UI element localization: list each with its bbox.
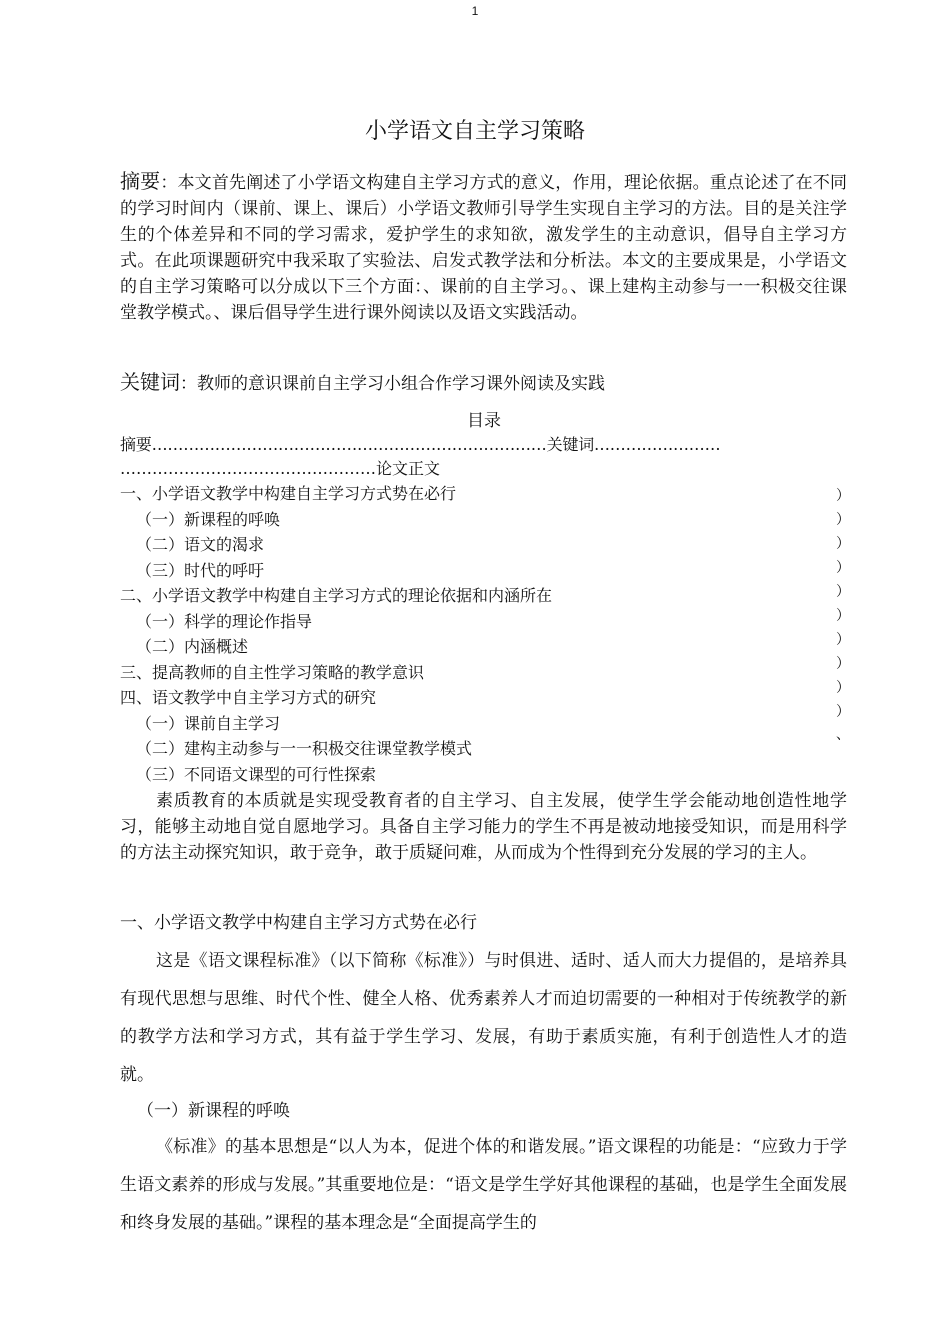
toc-line: 摘要…………………………………………………………………关键词……………………	[120, 435, 721, 454]
toc-page-mark: ）	[836, 704, 850, 720]
toc-item: 四、语文教学中自主学习方式的研究	[120, 688, 377, 707]
abstract	[120, 168, 847, 326]
toc-page-mark: ）	[836, 512, 850, 528]
toc-page-mark: ）	[836, 536, 850, 552]
subsection-heading: （一）新课程的呼唤	[137, 1101, 290, 1121]
toc-item: （二）语文的渴求	[136, 535, 265, 554]
toc-page-mark: ）	[836, 656, 850, 672]
toc-item: （二）内涵概述	[136, 637, 249, 656]
toc-line: …………………………………………论文正文	[120, 459, 441, 478]
toc-page-mark: ）	[836, 560, 850, 576]
body-paragraph: 《标准》的基本思想是“以人为本，促进个体的和谐发展。”语文课程的功能是：“应致力于学生语文素养的形成与发展。”其重要地位是：“语文是学生学好其他课程的基础，也是学生全面发展和终身发展的基础。”课程的基本理念是“全面提高学生的	[120, 1137, 847, 1233]
section-heading: 一、小学语文教学中构建自主学习方式势在必行	[120, 913, 477, 933]
toc-page-mark: ）	[836, 488, 850, 504]
toc-item: （一）课前自主学习	[136, 714, 281, 733]
keywords-text: ：教师的意识课前自主学习小组合作学习课外阅读及实践	[180, 374, 605, 394]
abstract-label: 摘要	[120, 169, 161, 193]
toc-title: 目录	[467, 411, 501, 431]
keywords	[120, 369, 847, 397]
toc-page-mark: ）	[836, 608, 850, 624]
abstract-text: ：本文首先阐述了小学语文构建自主学习方式的意义，作用，理论依据。重点论述了在不同的学习时间内（课前、课上、课后）小学语文教师引导学生实现自主学习的方法。目的是关注学生的个体差异和不同的学习需求，爱护学生的求知欲，激发学生的主动意识，倡导自主学习方式。在此项课题研究中我采取了实验法、启发式教学法和分析法。本文的主要成果是，小学语文的自主学习策略可以分成以下三个方面：、课前的自主学习。、课上建构主动参与一一积极交往课堂教学模式。、课后倡导学生进行课外阅读以及语文实践活动。	[120, 173, 848, 323]
toc-item: 三、提高教师的自主性学习策略的教学意识	[120, 663, 425, 682]
toc-item: （一）新课程的呼唤	[136, 510, 281, 529]
body-paragraph: 这是《语文课程标准》（以下简称《标准》）与时俱进、适时、适人而大力提倡的，是培养具有现代思想与思维、时代个性、健全人格、优秀素养人才而迫切需要的一种相对于传统教学的新的教学方法和学习方式，其有益于学生学习、发展，有助于素质实施，有利于创造性人才的造就。	[120, 951, 847, 1085]
toc-page-mark: 、	[836, 727, 850, 743]
toc-page-mark: ）	[836, 680, 850, 696]
body-paragraph: 素质教育的本质就是实现受教育者的自主学习、自主发展，使学生学会能动地创造性地学习，能够主动地自觉自愿地学习。具备自主学习能力的学生不再是被动地接受知识，而是用科学的方法主动探究知识，敢于竞争，敢于质疑问难，从而成为个性得到充分发展的学习的主人。	[120, 791, 847, 863]
toc-item: （三）时代的呼吁	[136, 561, 265, 580]
page-number: 1	[471, 4, 479, 18]
toc-page-mark: ）	[836, 632, 850, 648]
keywords-label: 关键词	[120, 370, 180, 394]
toc-item: 一、小学语文教学中构建自主学习方式势在必行	[120, 484, 457, 503]
toc-item: （一）科学的理论作指导	[136, 612, 313, 631]
toc-item: （二）建构主动参与一一积极交往课堂教学模式	[136, 739, 473, 758]
toc-item: （三）不同语文课型的可行性探索	[136, 765, 377, 784]
toc-item: 二、小学语文教学中构建自主学习方式的理论依据和内涵所在	[120, 586, 553, 605]
toc-page-mark: ）	[836, 584, 850, 600]
page-title: 小学语文自主学习策略	[364, 119, 585, 144]
